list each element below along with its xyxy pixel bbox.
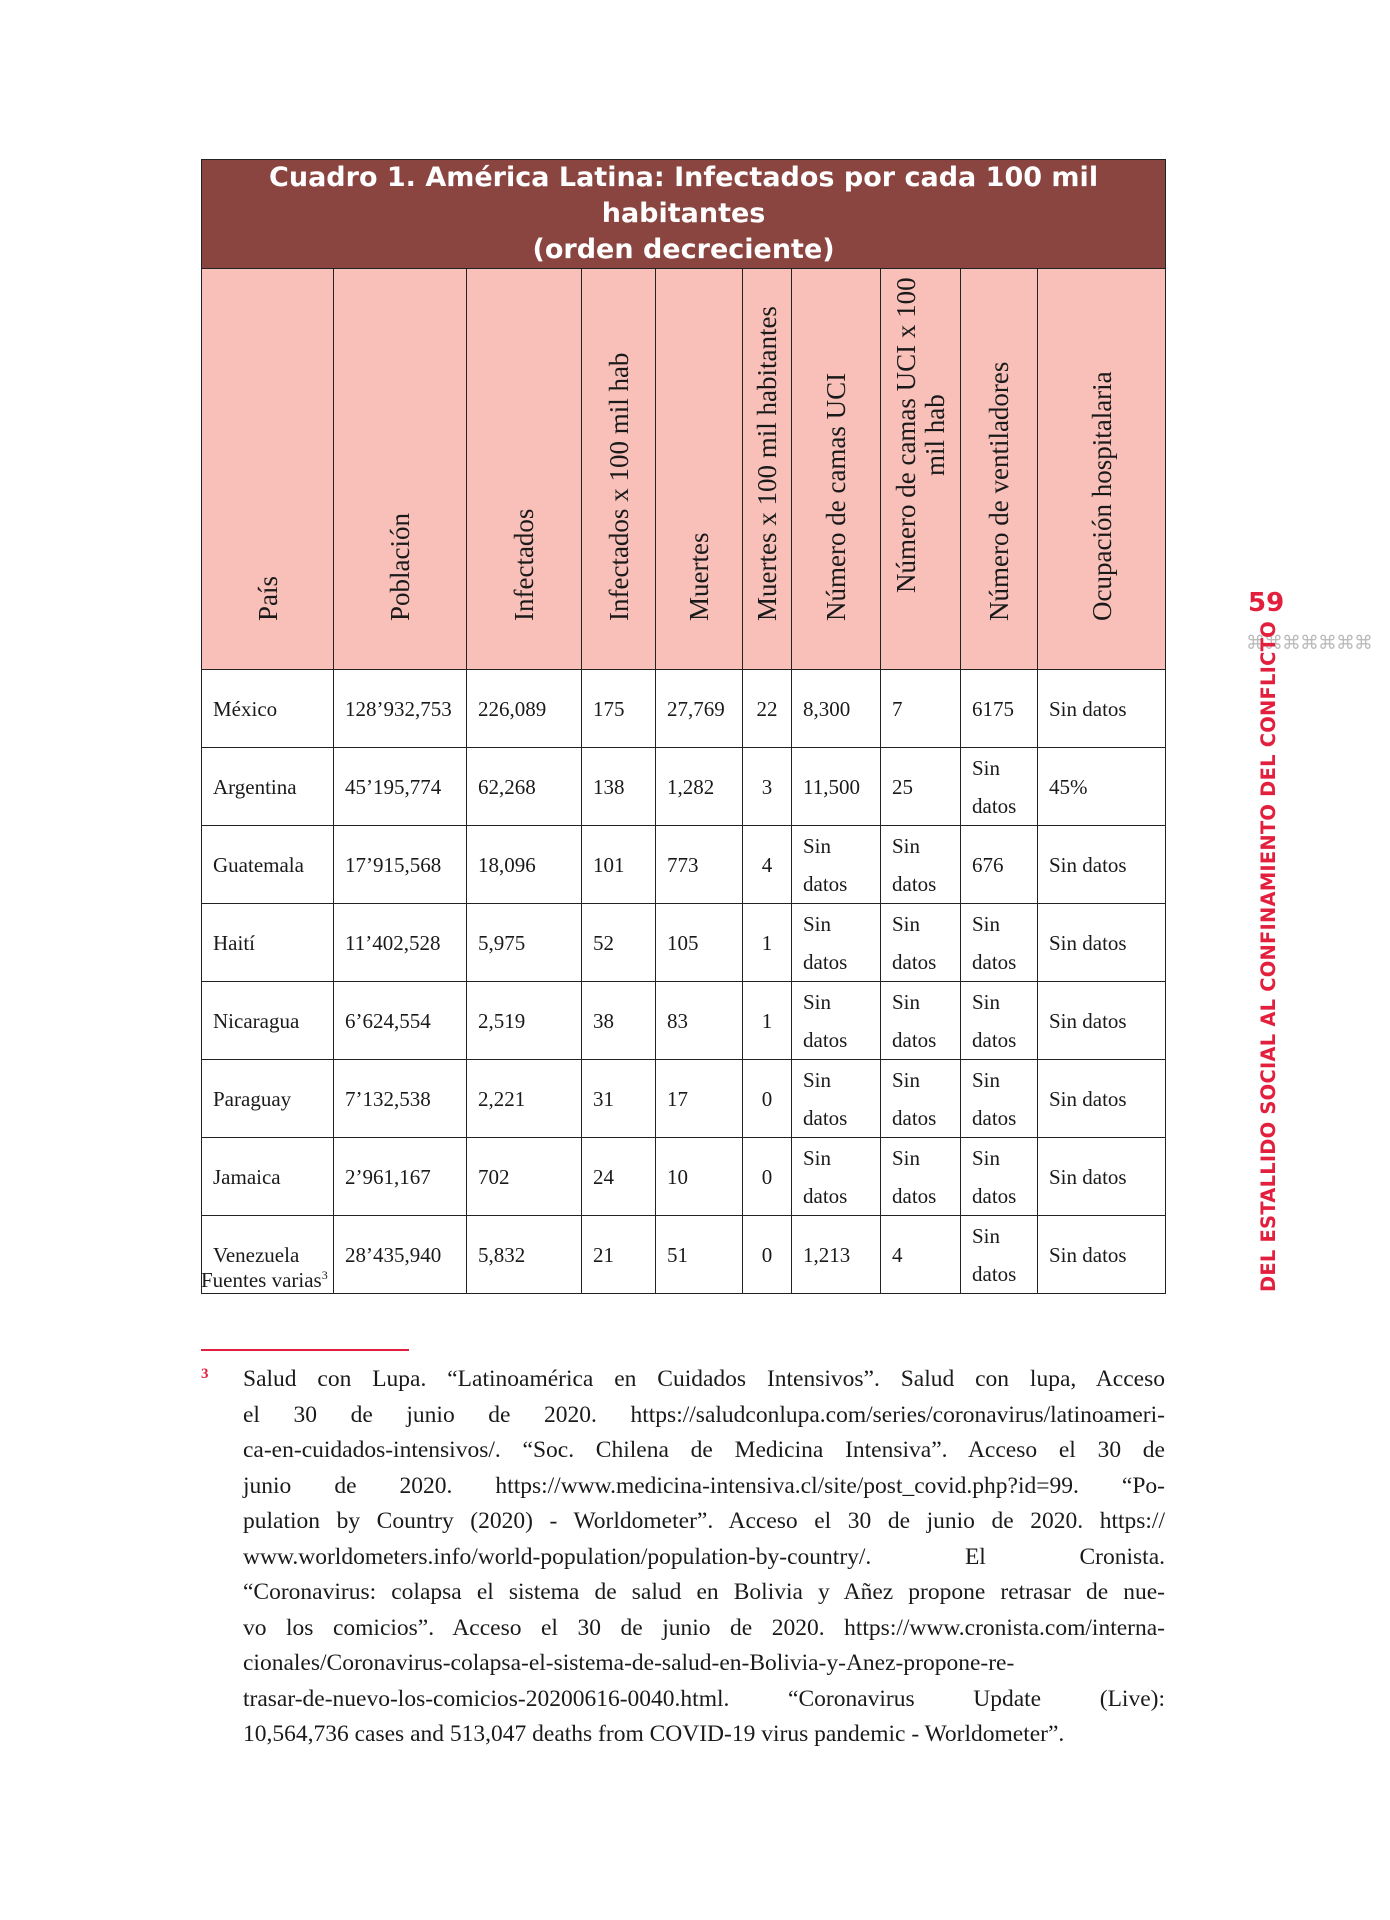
footnote-line: ca-en-cuidados-intensivos/. “Soc. Chilena de Medicina Intensiva”. Acceso el 30 de: [243, 1437, 1165, 1463]
table-row: [202, 670, 1166, 748]
column-header-label: Infectados: [509, 508, 539, 621]
table-cell: 8,300: [792, 670, 881, 748]
footnote-line: junio de 2020. https://www.medicina-intensiva.cl/site/post_covid.php?id=99. “Po-: [243, 1472, 1165, 1499]
table-cell: Sin datos: [881, 826, 961, 904]
column-header-label: Número de camas UCI x 100 mil hab: [890, 277, 950, 593]
table-cell: 175: [582, 670, 656, 748]
table-row: [202, 1216, 1166, 1294]
table-cell: Sin datos: [961, 1138, 1038, 1216]
column-header-label: Muertes: [684, 532, 714, 621]
table-cell: 51: [656, 1216, 743, 1294]
column-header: [334, 269, 467, 670]
table-row: [202, 748, 1166, 826]
table-cell: 38: [582, 982, 656, 1060]
table-cell: 2’961,167: [334, 1138, 467, 1216]
table-cell: 1: [743, 982, 792, 1060]
column-header-label: Ocupación hospitalaria: [1086, 371, 1117, 621]
table-cell: Sin datos: [881, 904, 961, 982]
data-table-container: [201, 159, 1165, 1294]
footnote-line: vo los comicios”. Acceso el 30 de junio de 2020. https://www.cronista.com/interna-: [243, 1614, 1165, 1641]
ornament-decoration: ⌘⌘⌘⌘⌘⌘⌘: [1246, 632, 1372, 654]
table-row: [202, 826, 1166, 904]
table-row: [202, 904, 1166, 982]
table-cell: 18,096: [467, 826, 582, 904]
table-cell: 5,975: [467, 904, 582, 982]
table-cell: 676: [961, 826, 1038, 904]
footnote-line: el 30 de junio de 2020. https://saludconlupa.com/series/coronavirus/latinoameri-: [243, 1401, 1165, 1428]
footnote-line: Salud con Lupa. “Latinoamérica en Cuidados Intensivos”. Salud con lupa, Acceso: [243, 1366, 1165, 1392]
column-header-label: Muertes x 100 mil habitantes: [752, 306, 782, 621]
table-cell: Argentina: [202, 748, 334, 826]
table-cell: Sin datos: [881, 1060, 961, 1138]
column-header: [656, 269, 743, 670]
column-header: [202, 269, 334, 670]
table-title-line1: Cuadro 1. América Latina: Infectados por cada 100 mil habitantes: [269, 162, 1099, 229]
footnote-line: “Coronavirus: colapsa el sistema de salud en Bolivia y Añez propone retrasar de nue-: [243, 1579, 1165, 1605]
table-cell: 31: [582, 1060, 656, 1138]
table-cell: Nicaragua: [202, 982, 334, 1060]
table-cell: Sin datos: [881, 982, 961, 1060]
table-cell: 28’435,940: [334, 1216, 467, 1294]
table-cell: Sin datos: [792, 1060, 881, 1138]
column-header: [961, 269, 1038, 670]
table-cell: 1,213: [792, 1216, 881, 1294]
footnote-line: cionales/Coronavirus-colapsa-el-sistema-de-salud-en-Bolivia-y-Anez-propone-re-: [243, 1650, 1015, 1676]
data-table: [201, 159, 1166, 1294]
table-cell: 0: [743, 1060, 792, 1138]
column-header: [743, 269, 792, 670]
table-cell: Sin datos: [961, 1060, 1038, 1138]
source-note-text: Fuentes varias: [201, 1268, 322, 1292]
table-cell: Sin datos: [1038, 982, 1166, 1060]
table-title: [202, 160, 1166, 269]
table-cell: 62,268: [467, 748, 582, 826]
table-cell: 101: [582, 826, 656, 904]
table-cell: Sin datos: [792, 904, 881, 982]
table-cell: 6175: [961, 670, 1038, 748]
table-cell: Sin datos: [1038, 1138, 1166, 1216]
page-number: 59: [1248, 588, 1285, 618]
table-cell: Paraguay: [202, 1060, 334, 1138]
column-header-label: Población: [385, 513, 415, 621]
table-cell: 25: [881, 748, 961, 826]
table-cell: Sin datos: [1038, 826, 1166, 904]
table-cell: Sin datos: [792, 826, 881, 904]
table-header-row: [202, 269, 1166, 670]
table-cell: 2,221: [467, 1060, 582, 1138]
footnote-line: 10,564,736 cases and 513,047 deaths from COVID-19 virus pandemic - Worldometer”.: [243, 1721, 1065, 1747]
table-cell: México: [202, 670, 334, 748]
table-cell: Haití: [202, 904, 334, 982]
table-row: [202, 982, 1166, 1060]
table-cell: Sin datos: [1038, 1216, 1166, 1294]
table-cell: Sin datos: [792, 982, 881, 1060]
column-header-label: Número de camas UCI: [821, 372, 851, 621]
table-cell: Sin datos: [961, 1216, 1038, 1294]
table-cell: 11,500: [792, 748, 881, 826]
table-cell: 22: [743, 670, 792, 748]
column-header: [582, 269, 656, 670]
running-head: DEL ESTALLIDO SOCIAL AL CONFINAMIENTO DEL CONFLICTO: [1257, 621, 1280, 1292]
table-cell: Sin datos: [881, 1138, 961, 1216]
footnote-line: www.worldometers.info/world-population/population-by-country/. El Cronista.: [243, 1543, 1165, 1570]
footnote-line: trasar-de-nuevo-los-comicios-20200616-0040.html. “Coronavirus Update (Live):: [243, 1685, 1165, 1712]
table-cell: 6’624,554: [334, 982, 467, 1060]
column-header-label: Infectados x 100 mil hab: [603, 352, 634, 621]
table-cell: 11’402,528: [334, 904, 467, 982]
footnote-text: [243, 1362, 1165, 1753]
table-cell: 83: [656, 982, 743, 1060]
table-cell: 2,519: [467, 982, 582, 1060]
table-cell: 27,769: [656, 670, 743, 748]
footnote-divider: [201, 1349, 409, 1351]
table-cell: Guatemala: [202, 826, 334, 904]
table-cell: 52: [582, 904, 656, 982]
table-row: [202, 1060, 1166, 1138]
footnote-line: pulation by Country (2020) - Worldometer”. Acceso el 30 de junio de 2020. https://: [243, 1508, 1165, 1534]
table-cell: 226,089: [467, 670, 582, 748]
table-cell: 702: [467, 1138, 582, 1216]
footnote-ref: 3: [321, 1268, 328, 1282]
footnote-marker: 3: [201, 1366, 209, 1382]
table-cell: 105: [656, 904, 743, 982]
table-row: [202, 1138, 1166, 1216]
table-cell: 1,282: [656, 748, 743, 826]
table-cell: Sin datos: [961, 748, 1038, 826]
table-cell: 24: [582, 1138, 656, 1216]
table-cell: 128’932,753: [334, 670, 467, 748]
table-body: [202, 670, 1166, 1294]
table-cell: 7’132,538: [334, 1060, 467, 1138]
table-cell: Sin datos: [1038, 904, 1166, 982]
table-cell: Sin datos: [1038, 1060, 1166, 1138]
table-cell: 17’915,568: [334, 826, 467, 904]
table-title-line2: (orden decreciente): [532, 234, 835, 265]
table-cell: 3: [743, 748, 792, 826]
table-cell: 45%: [1038, 748, 1166, 826]
table-cell: 0: [743, 1138, 792, 1216]
table-cell: Venezuela: [202, 1216, 334, 1294]
table-cell: Sin datos: [792, 1138, 881, 1216]
table-cell: 0: [743, 1216, 792, 1294]
table-cell: Sin datos: [961, 982, 1038, 1060]
column-header: [881, 269, 961, 670]
table-cell: 138: [582, 748, 656, 826]
table-cell: 45’195,774: [334, 748, 467, 826]
table-cell: 4: [743, 826, 792, 904]
table-cell: 4: [881, 1216, 961, 1294]
table-cell: 773: [656, 826, 743, 904]
column-header: [467, 269, 582, 670]
table-cell: 21: [582, 1216, 656, 1294]
table-cell: 10: [656, 1138, 743, 1216]
table-cell: Jamaica: [202, 1138, 334, 1216]
column-header: [1038, 269, 1166, 670]
table-cell: 1: [743, 904, 792, 982]
table-cell: Sin datos: [961, 904, 1038, 982]
table-cell: 17: [656, 1060, 743, 1138]
column-header: [792, 269, 881, 670]
table-cell: Sin datos: [1038, 670, 1166, 748]
column-header-label: País: [252, 575, 283, 621]
column-header-label: Número de ventiladores: [984, 361, 1014, 621]
table-cell: 5,832: [467, 1216, 582, 1294]
source-note: [201, 1268, 328, 1293]
table-cell: 7: [881, 670, 961, 748]
